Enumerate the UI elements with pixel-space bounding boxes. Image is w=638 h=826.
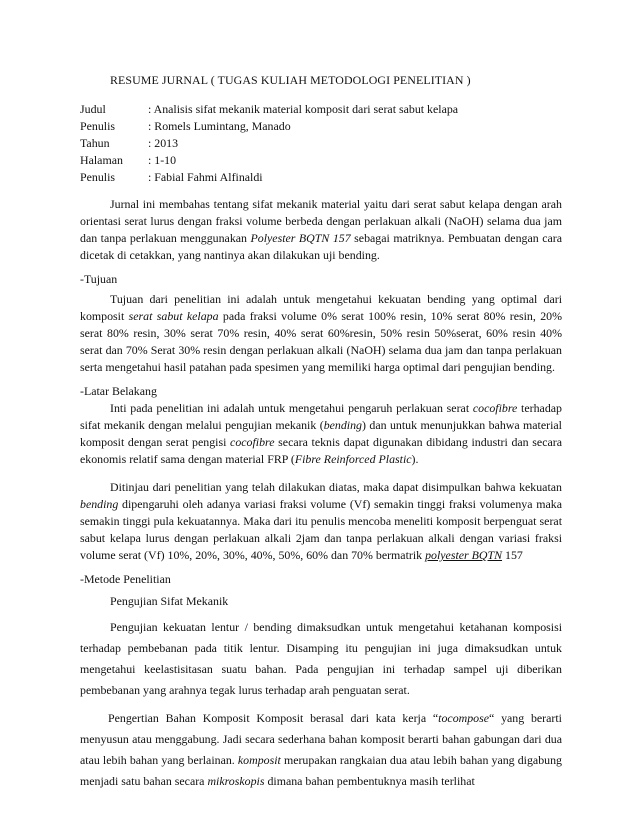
tujuan-paragraph (80, 291, 562, 376)
document-title: RESUME JURNAL ( TUGAS KULIAH METODOLOGI PENELITIAN ) (110, 73, 471, 87)
section-heading-metode: -Metode Penelitian (80, 572, 171, 586)
text-run: Tujuan dari penelitian ini adalah untuk mengetahui kekuatan bending yang optimal dari komposit (80, 292, 562, 323)
metadata-row-penulis-resume (80, 169, 562, 186)
text-run: “ yang berarti menyusun atau menggabung. Jadi secara sederhana bahan komposit berarti bahan gabungan dari dua atau lebih bahan yang berlainan. (80, 711, 562, 767)
metadata-row-judul (80, 101, 562, 118)
italic-run: bending (80, 497, 119, 511)
metadata-label: Penulis (80, 170, 116, 184)
text-run: Inti pada penelitian ini adalah untuk mengetahui pengaruh perlakuan serat (110, 401, 473, 415)
metadata-row-tahun (80, 135, 562, 152)
italic-underlined-run: polyester BQTN (425, 548, 503, 562)
metadata-label: Halaman (80, 153, 123, 167)
metadata-value: : 2013 (148, 136, 179, 150)
text-run: terhadap sifat mekanik dengan melalui pengujian mekanik ( (80, 401, 562, 432)
text-run: Jurnal ini membahas tentang sifat mekanik material yaitu dari serat sabut kelapa dengan arah orientasi serat lurus dengan fraksi volume berbeda dengan perlakuan alkali (NaOH) selama dua jam dan tanpa perlakuan menggunakan (80, 197, 562, 245)
metode-paragraph-1: Pengujian kekuatan lentur / bending dimaksudkan untuk mengetahui ketahanan komposisi terhadap pembebanan pada titik lentur. Disamping itu pengujian ini juga dimaksudkan untuk mengetahui keelastisitasan suatu bahan. Pada pengujian ini terhadap sampel uji diberikan pembebanan yang arahnya tegak lurus terhadap arah penguatan serat. (80, 620, 562, 697)
text-run: ). (411, 452, 419, 466)
italic-run: bending (323, 418, 362, 432)
italic-run: mikroskopis (207, 774, 265, 788)
metadata-row-halaman (80, 152, 562, 169)
text-run: Pengertian Bahan Komposit Komposit berasal dari kata kerja “ (108, 711, 439, 725)
metadata-value: : Analisis sifat mekanik material komposit dari serat sabut kelapa (148, 102, 459, 116)
metadata-value: : Romels Lumintang, Manado (148, 119, 291, 133)
italic-run: tocompose (438, 711, 490, 725)
text-run: secara teknis dapat digunakan dibidang industri dan secara ekonomis relatif sama dengan material FRP ( (80, 435, 562, 466)
text-run: 157 (502, 548, 523, 562)
italic-run: Fibre Reinforced Plastic (294, 452, 412, 466)
text-run: dimana bahan pembentuknya masih terlihat (264, 774, 475, 788)
text-run: sebagai matriknya. Pembuatan dengan cara dicetak di cetakkan, yang nantinya akan dilakukan uji bending. (80, 231, 562, 262)
text-run: ) dan untuk menunjukkan bahwa material komposit dengan serat pengisi (80, 418, 562, 449)
metadata-value: : Fabial Fahmi Alfinaldi (148, 170, 263, 184)
metode-paragraph-2 (80, 708, 562, 792)
latar-paragraph-1 (80, 400, 562, 468)
text-run: merupakan rangkaian dua atau lebih bahan yang digabung menjadi satu bahan secara (80, 753, 562, 788)
text-run: pada fraksi volume 0% serat 100% resin, 10% serat 80% resin, 20% serat 80% resin, 30% serat 70% resin, 40% serat 60%resin, 50% resin 50%serat, 60% resin 40% serat dan 70% Serat 30% resin dengan perlakuan alkali (NaOH) selama dua jam dan tanpa perlakuan serta mengetahui hasil patahan pada spesimen yang memiliki harga optimal dari pengujian bending. (80, 309, 562, 374)
italic-run: cocofibre (472, 401, 518, 415)
metadata-label: Judul (80, 102, 106, 116)
intro-paragraph (80, 196, 562, 264)
metadata-label: Tahun (80, 136, 110, 150)
document-page (80, 72, 562, 792)
text-run: dipengaruhi oleh adanya variasi fraksi volume (Vf) semakin tinggi fraksi volumenya maka semakin tinggi pula kekuatannya. Maka dari itu penulis mencoba meneliti komposit berpenguat serat sabut kelapa lurus dengan perlakuan alkali 2jam dan tanpa perlakuan alkali dengan variasi fraksi volume serat (Vf) 10%, 20%, 30%, 40%, 50%, 60% dan 70% bermatrik (80, 497, 562, 562)
metadata-row-penulis (80, 118, 562, 135)
metadata-value: : 1-10 (148, 153, 177, 167)
metadata-label: Penulis (80, 119, 116, 133)
italic-run: serat sabut kelapa (128, 309, 219, 323)
italic-run: Polyester BQTN 157 (250, 231, 351, 245)
subsection-heading-pengujian: Pengujian Sifat Mekanik (110, 594, 229, 608)
latar-paragraph-2 (80, 479, 562, 564)
section-heading-tujuan: -Tujuan (80, 272, 118, 286)
italic-run: cocofibre (230, 435, 275, 449)
text-run: Ditinjau dari penelitian yang telah dilakukan diatas, maka dapat disimpulkan bahwa kekuatan (110, 480, 562, 494)
italic-run: komposit (237, 753, 281, 767)
metadata-block (80, 101, 562, 186)
section-heading-latar-belakang: -Latar Belakang (80, 384, 157, 398)
